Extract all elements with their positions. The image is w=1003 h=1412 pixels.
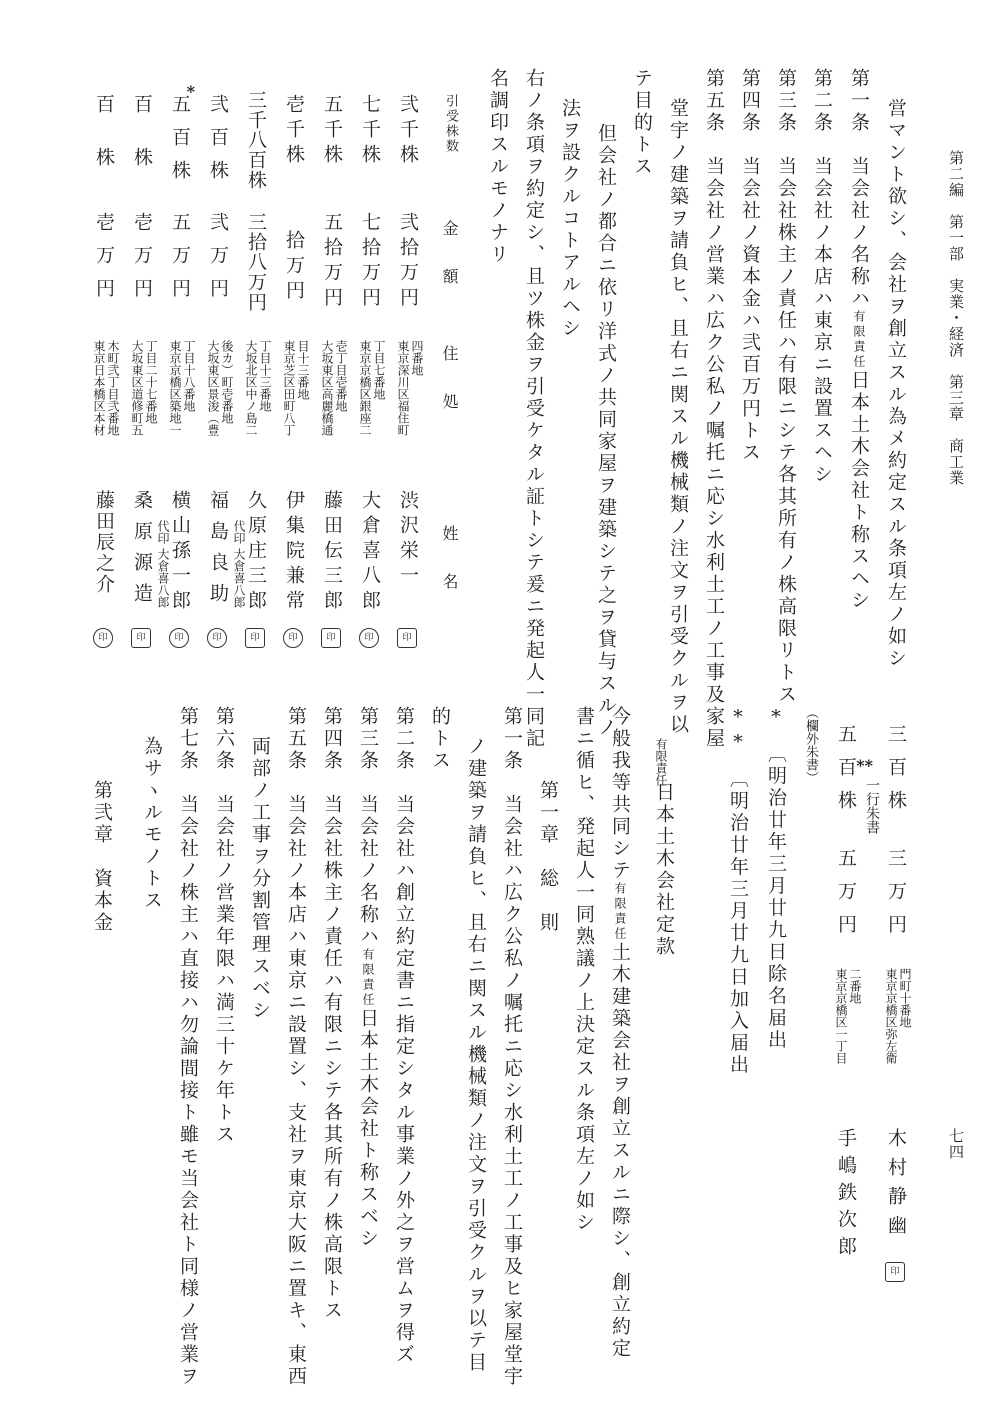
address-cell: 東京日本橋区本材 xyxy=(92,340,106,436)
address-cell: 東京京橋区弥左衛 xyxy=(884,968,898,1064)
amount-cell: 五万円 xyxy=(835,848,857,947)
name-cell: 横山孫一郎 xyxy=(169,490,191,615)
name-cell: 手嶋鉄次郎 xyxy=(835,1128,857,1263)
preamble-line: 今般我等共同シテ有限責任土木建築会社ヲ創立スルニ際シ、創立約定 xyxy=(609,706,631,1360)
margin-note-label: （欄外朱書） xyxy=(803,706,818,784)
shares-cell: 弐百株 xyxy=(207,94,229,193)
amount-cell: 拾万円 xyxy=(283,230,305,305)
seal-icon: 印 xyxy=(885,1262,905,1282)
proxy-name: 大倉喜八郎 xyxy=(156,548,170,608)
shares-cell: 五百株 xyxy=(169,94,191,193)
asterisk-mark: * xyxy=(186,82,195,101)
intro-line: 営マント欲シ、会社ヲ創立スル為メ約定スル条項左ノ如シ xyxy=(885,98,907,670)
top-article-3: 第三条 当会社株主ノ責任ハ有限ニシテ各其所有ノ株高限リトス xyxy=(775,68,797,706)
seal-icon: 印 xyxy=(321,628,341,648)
continuation-line: 名調印スルモノナリ xyxy=(487,68,509,266)
shares-cell: 五百株 xyxy=(835,724,857,823)
name-cell: 渋沢栄一 xyxy=(397,490,419,590)
continuation-line: 右ノ条項ヲ約定シ、且ツ株金ヲ引受ケタル証トシテ爰ニ発起人一同記 xyxy=(523,68,545,750)
address-cell: 東京京橋区築地一 xyxy=(168,340,182,436)
amount-cell: 五万円 xyxy=(169,212,191,311)
shares-cell: 百株 xyxy=(131,94,153,200)
address-cell: 東京芝区田町八丁 xyxy=(282,340,296,436)
header-address: 住 処 xyxy=(440,345,459,417)
seal-icon: 印 xyxy=(283,628,303,648)
shares-cell: 三百株 xyxy=(885,724,907,823)
double-asterisk-mark: ** xyxy=(856,756,873,775)
amount-cell: 壱万円 xyxy=(131,212,153,311)
header-shares: 引受株数 xyxy=(443,94,458,154)
address-cell: 壱丁目壱番地 xyxy=(334,340,348,412)
charter-article: 第二条 当会社ハ創立約定書ニ指定シタル事業ノ外之ヲ営ムヲ得ズ xyxy=(393,706,415,1366)
name-cell: 桑原源造 xyxy=(131,490,153,614)
address-cell: 大坂東区景浚（豊 xyxy=(206,340,220,436)
shares-cell: 弐千株 xyxy=(397,94,419,169)
shares-cell: 三千八百株 xyxy=(245,90,267,190)
amount-cell: 壱万円 xyxy=(93,212,115,311)
top-article-5: 第五条 当会社ノ営業ハ広ク公私ノ嘱托ニ応シ水利土工ノ工事及家屋 xyxy=(703,68,725,750)
top-article-1: 第一条 当会社ノ名称ハ有限責任日本土木会社ト称スヘシ xyxy=(848,68,870,612)
address-cell: 四番地 xyxy=(410,340,424,376)
red-ink-note: 一行朱書 xyxy=(864,778,880,834)
running-title: 第二編 第一部 実業・経済 第三章 商工業 xyxy=(947,150,965,486)
continuation-line: 法ヲ設クルコトアルヘシ xyxy=(559,98,581,340)
address-cell: 東京深川区福住町 xyxy=(396,340,410,436)
address-cell: 丁目二十七番地 xyxy=(144,340,158,424)
margin-note: * 〔明治廿年三月廿九日除名届出 xyxy=(765,706,787,1052)
continuation-line: 堂宇ノ建築ヲ請負ヒ、且右ニ関スル機械類ノ注文ヲ引受クルヲ以 xyxy=(667,98,689,736)
proxy-name: 大倉喜八郎 xyxy=(232,548,246,608)
seal-icon: 印 xyxy=(207,628,227,648)
margin-note: ** 〔明治廿年三月廿九日加入届出 xyxy=(727,706,749,1077)
header-name: 姓 名 xyxy=(440,525,459,597)
charter-article: 為サヽルモノトス xyxy=(141,736,163,912)
top-article-2: 第二条 当会社ノ本店ハ東京ニ設置スヘシ xyxy=(811,68,833,486)
seal-icon: 印 xyxy=(359,628,379,648)
address-cell: 大坂東区高麗橋通 xyxy=(320,340,334,436)
proxy-label: 代印 xyxy=(156,520,170,544)
continuation-line: 但会社ノ都合ニ依リ洋式ノ共同家屋ヲ建築シテ之ヲ貸与スルノ xyxy=(595,123,617,739)
address-cell: 木町弐丁目弐番地 xyxy=(106,340,120,436)
proxy-label: 代印 xyxy=(232,520,246,544)
amount-cell: 五拾万円 xyxy=(321,212,343,312)
chapter-1-heading: 第一章 総 則 xyxy=(537,780,559,934)
charter-article: ノ建築ヲ請負ヒ、且右ニ関スル機械類ノ注文ヲ引受クルヲ以テ目 xyxy=(465,736,487,1374)
charter-article: 的トス xyxy=(429,706,451,772)
amount-cell: 七拾万円 xyxy=(359,212,381,312)
charter-article: 両部ノ工事ヲ分割管理スベシ xyxy=(249,736,271,1022)
shares-cell: 百株 xyxy=(93,94,115,200)
address-cell: 後カ）町壱番地 xyxy=(220,340,234,424)
address-cell: 東京京橋区銀座二 xyxy=(358,340,372,436)
name-cell: 大倉喜八郎 xyxy=(359,490,381,615)
address-cell: 大坂東区道修町五 xyxy=(130,340,144,436)
amount-cell: 弐万円 xyxy=(207,212,229,311)
address-cell: 丁目十八番地 xyxy=(182,340,196,412)
seal-icon: 印 xyxy=(131,628,151,648)
charter-title-small: 有限責任 xyxy=(654,738,668,786)
shares-cell: 七千株 xyxy=(359,94,381,169)
amount-cell: 三万円 xyxy=(885,848,907,947)
amount-cell: 弐拾万円 xyxy=(397,212,419,312)
shares-cell: 壱千株 xyxy=(283,94,305,169)
name-cell: 伊集院兼常 xyxy=(283,490,305,615)
charter-article: 第三条 当会社ノ名称ハ有限責任日本土木会社ト称スベシ xyxy=(357,706,379,1250)
name-cell: 福島良助 xyxy=(207,490,229,614)
top-article-4: 第四条 当会社ノ資本金ハ弐百万円トス xyxy=(739,68,761,464)
seal-icon: 印 xyxy=(397,628,417,648)
name-cell: 木村静幽 xyxy=(885,1128,907,1244)
charter-article: 第五条 当会社ノ本店ハ東京ニ設置シ、支社ヲ東京大阪ニ置キ、東西 xyxy=(285,706,307,1388)
name-cell: 藤田辰之介 xyxy=(93,490,115,595)
shares-cell: 五千株 xyxy=(321,94,343,169)
seal-icon: 印 xyxy=(169,628,189,648)
continuation-line: テ目的トス xyxy=(631,68,653,178)
address-cell: 門町十番地 xyxy=(898,968,912,1028)
charter-article: 第四条 当会社株主ノ責任ハ有限ニシテ各其所有ノ株高限トス xyxy=(321,706,343,1322)
address-cell: 東京京橋区一丁目 xyxy=(834,968,848,1064)
name-cell: 久原庄三郎 xyxy=(245,490,267,615)
address-cell: 丁目七番地 xyxy=(372,340,386,400)
name-cell: 藤田伝三郎 xyxy=(321,490,343,615)
address-cell: 目十三番地 xyxy=(296,340,310,400)
address-cell: 二番地 xyxy=(848,968,862,1004)
charter-article: 第七条 当会社ノ株主ハ直接ハ勿論間接ト雖モ当会社ト同様ノ営業ヲ xyxy=(177,706,199,1388)
seal-icon: 印 xyxy=(93,628,113,648)
seal-icon: 印 xyxy=(245,628,265,648)
preamble-line: 書ニ循ヒ、発起人一同熟議ノ上決定スル条項左ノ如シ xyxy=(573,706,595,1234)
amount-cell: 三拾八万円 xyxy=(245,212,267,312)
charter-title: 日本土木会社定款 xyxy=(653,782,675,958)
address-cell: 大坂北区中ノ島二 xyxy=(244,340,258,436)
chapter-2-heading: 第弐章 資本金 xyxy=(91,780,113,934)
page-number: 七四 xyxy=(947,1128,965,1160)
charter-article: 第一条 当会社ハ広ク公私ノ嘱托ニ応シ水利土工ノ工事及ヒ家屋堂宇 xyxy=(501,706,523,1388)
article-label: 第一条 xyxy=(848,68,870,134)
address-cell: 丁目十三番地 xyxy=(258,340,272,412)
header-amount: 金 額 xyxy=(440,220,459,292)
charter-article: 第六条 当会社ノ営業年限ハ満三十ケ年トス xyxy=(213,706,235,1146)
